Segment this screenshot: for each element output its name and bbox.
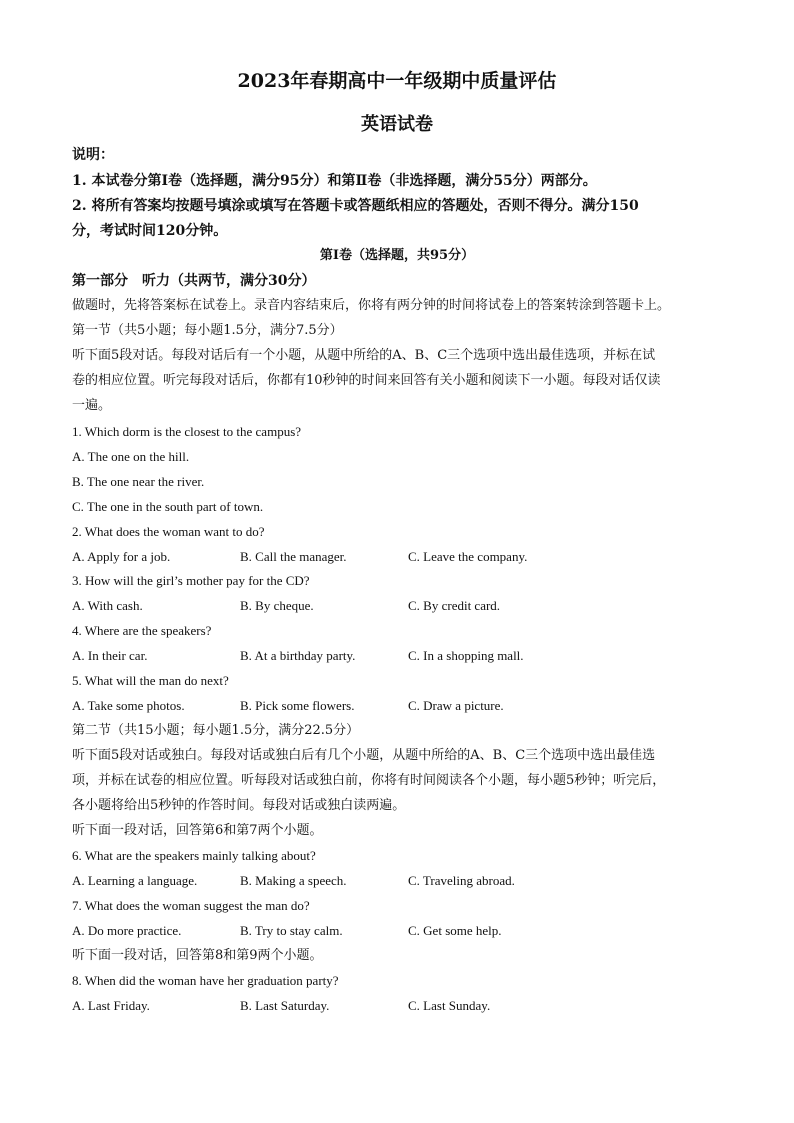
question-stem: 2. What does the woman want to do?	[72, 524, 265, 539]
exam-subtitle: 英语试卷	[361, 114, 433, 135]
question-stem: 8. When did the woman have her graduation party?	[72, 973, 339, 988]
section-1-intro-line-2: 卷的相应位置。听完每段对话后，你都有10秒钟的时间来回答有关小题和阅读下一小题。每段对话仅读	[72, 373, 661, 388]
instruction-item-1: 1. 本试卷分第Ⅰ卷（选择题，满分95分）和第Ⅱ卷（非选择题，满分55分）两部分。	[72, 173, 597, 189]
part-1-intro: 做题时，先将答案标在试卷上。录音内容结束后，你将有两分钟的时间将试卷上的答案转涂到答题卡上。	[72, 298, 671, 313]
option-c: C. Traveling abroad.	[408, 873, 515, 888]
section-2-intro-line-1: 听下面5段对话或独白。每段对话或独白后有几个小题，从题中所给的A、B、C三个选项中选出最佳选	[72, 748, 656, 763]
part-1-heading: 第一部分 听力（共两节，满分30分）	[72, 273, 316, 289]
instruction-item-2-cont: 分，考试时间120分钟。	[72, 223, 228, 239]
section-2-intro-line-3: 各小题将给出5秒钟的作答时间。每段对话或独白读两遍。	[72, 798, 406, 813]
section-1-intro-line-3: 一遍。	[72, 398, 112, 413]
volume-1-heading: 第Ⅰ卷（选择题，共95分）	[319, 248, 475, 263]
option-b: B. At a birthday party.	[240, 648, 356, 663]
section-2-intro-line-2: 项，并标在试卷的相应位置。听每段对话或独白前，你将有时间阅读各个小题，每小题5秒钟；听完后，	[72, 773, 666, 788]
option-c: C. Last Sunday.	[408, 998, 491, 1013]
instruction-item-2: 2. 将所有答案均按题号填涂或填写在答题卡或答题纸相应的答题处，否则不得分。满分150	[72, 198, 639, 214]
dialogue-note-6-7: 听下面一段对话，回答第6和第7两个小题。	[72, 823, 323, 838]
option-a: A. The one on the hill.	[72, 449, 190, 464]
option-a: A. Apply for a job.	[72, 549, 171, 564]
option-b: B. Try to stay calm.	[240, 923, 343, 938]
option-a: A. Last Friday.	[72, 998, 150, 1013]
exam-title: 2023年春期高中一年级期中质量评估	[237, 70, 557, 92]
option-c: C. In a shopping mall.	[408, 648, 524, 663]
option-c: C. Leave the company.	[408, 549, 528, 564]
option-b: B. Last Saturday.	[240, 998, 330, 1013]
option-a: A. Take some photos.	[72, 698, 185, 713]
option-a: A. In their car.	[72, 648, 148, 663]
question-stem: 5. What will the man do next?	[72, 673, 229, 688]
option-b: B. By cheque.	[240, 598, 314, 613]
option-a: A. Do more practice.	[72, 923, 182, 938]
option-c: C. The one in the south part of town.	[72, 499, 264, 514]
section-1-intro-line-1: 听下面5段对话。每段对话后有一个小题，从题中所给的A、B、C三个选项中选出最佳选项，并标在试	[72, 348, 656, 363]
option-c: C. Draw a picture.	[408, 698, 504, 713]
section-2-heading: 第二节（共15小题；每小题1.5分，满分22.5分）	[72, 723, 360, 738]
option-c: C. By credit card.	[408, 598, 501, 613]
option-c: C. Get some help.	[408, 923, 502, 938]
section-1-heading: 第一节（共5小题；每小题1.5分，满分7.5分）	[72, 323, 343, 338]
option-b: B. Pick some flowers.	[240, 698, 355, 713]
question-stem: 6. What are the speakers mainly talking about?	[72, 848, 316, 863]
option-b: B. The one near the river.	[72, 474, 205, 489]
instructions-heading: 说明：	[72, 147, 114, 163]
option-b: B. Call the manager.	[240, 549, 347, 564]
dialogue-note-8-9: 听下面一段对话，回答第8和第9两个小题。	[72, 948, 323, 963]
option-a: A. With cash.	[72, 598, 143, 613]
question-stem: 3. How will the girl’s mother pay for the CD?	[72, 573, 310, 588]
question-stem: 1. Which dorm is the closest to the campus?	[72, 424, 302, 439]
question-stem: 7. What does the woman suggest the man do?	[72, 898, 310, 913]
option-a: A. Learning a language.	[72, 873, 198, 888]
option-b: B. Making a speech.	[240, 873, 347, 888]
question-stem: 4. Where are the speakers?	[72, 623, 212, 638]
